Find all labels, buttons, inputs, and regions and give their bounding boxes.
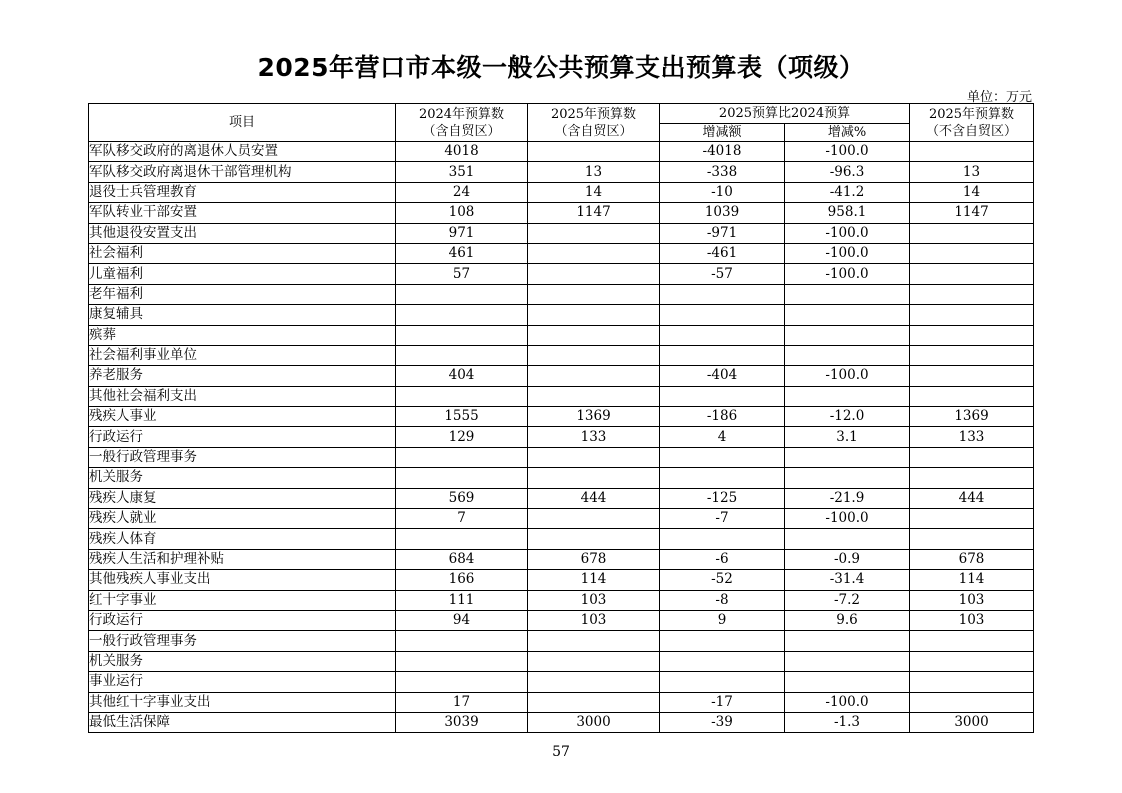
- cell-budget-2025-excl: 3000: [910, 712, 1034, 732]
- cell-budget-2024: 684: [396, 549, 528, 569]
- cell-budget-2025-excl: [910, 345, 1034, 365]
- cell-budget-2025-excl: [910, 631, 1034, 651]
- cell-change-amount: 4: [660, 427, 785, 447]
- cell-budget-2025: [528, 386, 660, 406]
- cell-change-amount: -39: [660, 712, 785, 732]
- cell-budget-2024: 569: [396, 488, 528, 508]
- cell-change-amount: -6: [660, 549, 785, 569]
- cell-item: 一般行政管理事务: [89, 631, 396, 651]
- cell-change-pct: -100.0: [785, 264, 910, 284]
- cell-budget-2025-excl: [910, 223, 1034, 243]
- cell-budget-2025: [528, 672, 660, 692]
- cell-change-pct: [785, 345, 910, 365]
- cell-budget-2024: 129: [396, 427, 528, 447]
- table-row: [89, 570, 1034, 590]
- cell-change-amount: -125: [660, 488, 785, 508]
- cell-budget-2024: [396, 325, 528, 345]
- cell-budget-2024: 94: [396, 610, 528, 630]
- cell-budget-2025-excl: [910, 386, 1034, 406]
- cell-budget-2025-excl: [910, 529, 1034, 549]
- cell-budget-2025: 3000: [528, 712, 660, 732]
- cell-budget-2025-excl: 13: [910, 162, 1034, 182]
- cell-change-pct: 9.6: [785, 610, 910, 630]
- cell-change-pct: -96.3: [785, 162, 910, 182]
- cell-budget-2025-excl: [910, 284, 1034, 304]
- table-row: [89, 407, 1034, 427]
- cell-budget-2025: 678: [528, 549, 660, 569]
- cell-item: 养老服务: [89, 366, 396, 386]
- cell-item: 最低生活保障: [89, 712, 396, 732]
- cell-budget-2024: 17: [396, 692, 528, 712]
- cell-change-amount: -404: [660, 366, 785, 386]
- cell-change-amount: -17: [660, 692, 785, 712]
- cell-budget-2025: [528, 468, 660, 488]
- cell-budget-2025-excl: [910, 692, 1034, 712]
- cell-budget-2025-excl: [910, 447, 1034, 467]
- unit-label: 单位：万元: [966, 90, 1032, 105]
- cell-change-pct: [785, 325, 910, 345]
- table-row: [89, 509, 1034, 529]
- page-number: 57: [552, 744, 570, 760]
- cell-budget-2025: [528, 325, 660, 345]
- cell-change-amount: -338: [660, 162, 785, 182]
- table-row: [89, 712, 1034, 732]
- cell-change-pct: [785, 284, 910, 304]
- cell-change-pct: [785, 672, 910, 692]
- cell-budget-2025: [528, 366, 660, 386]
- table-row: [89, 345, 1034, 365]
- table-row: [89, 325, 1034, 345]
- cell-change-pct: -100.0: [785, 509, 910, 529]
- cell-budget-2024: 4018: [396, 142, 528, 162]
- cell-budget-2025: 103: [528, 590, 660, 610]
- cell-change-amount: [660, 631, 785, 651]
- cell-change-amount: [660, 386, 785, 406]
- table-row: [89, 468, 1034, 488]
- header-change-pct: 增减%: [785, 124, 910, 142]
- cell-budget-2024: [396, 672, 528, 692]
- table-row: [89, 264, 1034, 284]
- table-body: [89, 142, 1034, 733]
- cell-change-pct: -31.4: [785, 570, 910, 590]
- cell-budget-2024: 108: [396, 203, 528, 223]
- cell-item: 退役士兵管理教育: [89, 182, 396, 202]
- table-row: [89, 549, 1034, 569]
- table-row: [89, 529, 1034, 549]
- header-budget-2025-line2: （含自贸区）: [554, 123, 633, 139]
- cell-budget-2024: 3039: [396, 712, 528, 732]
- table-row: [89, 305, 1034, 325]
- cell-change-pct: [785, 386, 910, 406]
- cell-change-amount: -57: [660, 264, 785, 284]
- cell-budget-2024: 24: [396, 182, 528, 202]
- cell-item: 事业运行: [89, 672, 396, 692]
- cell-change-amount: [660, 325, 785, 345]
- cell-change-pct: -0.9: [785, 549, 910, 569]
- table-row: [89, 182, 1034, 202]
- cell-change-amount: 9: [660, 610, 785, 630]
- cell-change-pct: -21.9: [785, 488, 910, 508]
- cell-change-amount: [660, 284, 785, 304]
- cell-change-pct: -12.0: [785, 407, 910, 427]
- header-budget-2025-excl-line2: （不含自贸区）: [926, 123, 1018, 139]
- header-budget-2025: [528, 104, 660, 142]
- cell-item: 其他红十字事业支出: [89, 692, 396, 712]
- cell-budget-2025: 13: [528, 162, 660, 182]
- cell-budget-2025: [528, 305, 660, 325]
- cell-change-amount: -4018: [660, 142, 785, 162]
- cell-item: 行政运行: [89, 610, 396, 630]
- cell-change-amount: [660, 345, 785, 365]
- header-budget-2025-line1: 2025年预算数: [550, 106, 637, 122]
- cell-item: 儿童福利: [89, 264, 396, 284]
- cell-change-amount: 1039: [660, 203, 785, 223]
- cell-budget-2025-excl: [910, 509, 1034, 529]
- cell-change-pct: [785, 651, 910, 671]
- cell-item: 其他残疾人事业支出: [89, 570, 396, 590]
- cell-change-amount: -8: [660, 590, 785, 610]
- table-header: [89, 104, 1034, 142]
- cell-budget-2024: [396, 468, 528, 488]
- cell-change-amount: [660, 305, 785, 325]
- cell-change-pct: [785, 529, 910, 549]
- cell-item: 老年福利: [89, 284, 396, 304]
- cell-budget-2024: 7: [396, 509, 528, 529]
- table-row: [89, 366, 1034, 386]
- header-budget-2025-excl: [910, 104, 1034, 142]
- header-budget-2025-excl-line1: 2025年预算数: [928, 106, 1015, 122]
- cell-item: 残疾人康复: [89, 488, 396, 508]
- cell-budget-2024: 404: [396, 366, 528, 386]
- cell-budget-2025-excl: [910, 672, 1034, 692]
- table-row: [89, 488, 1034, 508]
- cell-item: 行政运行: [89, 427, 396, 447]
- header-item: 项目: [89, 104, 396, 142]
- cell-change-pct: [785, 305, 910, 325]
- cell-budget-2025: [528, 264, 660, 284]
- cell-change-pct: -100.0: [785, 692, 910, 712]
- cell-budget-2025-excl: 133: [910, 427, 1034, 447]
- cell-budget-2025-excl: 14: [910, 182, 1034, 202]
- cell-item: 康复辅具: [89, 305, 396, 325]
- table-row: [89, 692, 1034, 712]
- cell-change-amount: -7: [660, 509, 785, 529]
- cell-budget-2025-excl: [910, 243, 1034, 263]
- cell-budget-2025-excl: 114: [910, 570, 1034, 590]
- cell-change-amount: -186: [660, 407, 785, 427]
- cell-item: 机关服务: [89, 468, 396, 488]
- cell-change-pct: -100.0: [785, 243, 910, 263]
- cell-budget-2024: 111: [396, 590, 528, 610]
- table-row: [89, 223, 1034, 243]
- cell-change-pct: [785, 468, 910, 488]
- cell-budget-2025: 1369: [528, 407, 660, 427]
- cell-budget-2025: [528, 243, 660, 263]
- cell-change-pct: -100.0: [785, 366, 910, 386]
- cell-item: 军队移交政府离退休干部管理机构: [89, 162, 396, 182]
- cell-change-amount: -461: [660, 243, 785, 263]
- cell-budget-2024: [396, 305, 528, 325]
- header-change-amount: 增减额: [660, 124, 785, 142]
- cell-change-pct: -7.2: [785, 590, 910, 610]
- cell-budget-2024: [396, 447, 528, 467]
- header-compare-group: 2025预算比2024预算: [660, 104, 910, 124]
- cell-budget-2024: [396, 386, 528, 406]
- cell-item: 军队移交政府的离退休人员安置: [89, 142, 396, 162]
- cell-budget-2024: [396, 529, 528, 549]
- cell-change-amount: [660, 672, 785, 692]
- cell-change-amount: [660, 651, 785, 671]
- table-row: [89, 142, 1034, 162]
- cell-item: 殡葬: [89, 325, 396, 345]
- cell-change-amount: -10: [660, 182, 785, 202]
- cell-budget-2025-excl: 1369: [910, 407, 1034, 427]
- cell-budget-2024: 351: [396, 162, 528, 182]
- cell-budget-2025: [528, 651, 660, 671]
- cell-budget-2025: [528, 509, 660, 529]
- cell-budget-2024: 57: [396, 264, 528, 284]
- cell-budget-2025-excl: 678: [910, 549, 1034, 569]
- header-budget-2024-line1: 2024年预算数: [418, 106, 505, 122]
- header-budget-2024: [396, 104, 528, 142]
- budget-table: [88, 103, 1034, 733]
- table-row: [89, 203, 1034, 223]
- cell-change-amount: -52: [660, 570, 785, 590]
- cell-budget-2025-excl: [910, 651, 1034, 671]
- cell-budget-2024: 166: [396, 570, 528, 590]
- table-row: [89, 284, 1034, 304]
- cell-budget-2025: 103: [528, 610, 660, 630]
- cell-item: 其他社会福利支出: [89, 386, 396, 406]
- cell-change-pct: -41.2: [785, 182, 910, 202]
- cell-budget-2024: [396, 651, 528, 671]
- cell-item: 社会福利事业单位: [89, 345, 396, 365]
- cell-budget-2025: 114: [528, 570, 660, 590]
- cell-budget-2025: 1147: [528, 203, 660, 223]
- cell-item: 社会福利: [89, 243, 396, 263]
- cell-budget-2024: [396, 631, 528, 651]
- cell-item: 机关服务: [89, 651, 396, 671]
- cell-budget-2024: 461: [396, 243, 528, 263]
- cell-budget-2025: [528, 142, 660, 162]
- cell-budget-2025: 14: [528, 182, 660, 202]
- cell-change-pct: -100.0: [785, 142, 910, 162]
- cell-budget-2025: [528, 529, 660, 549]
- cell-budget-2024: 1555: [396, 407, 528, 427]
- cell-budget-2025: [528, 345, 660, 365]
- cell-change-amount: [660, 529, 785, 549]
- cell-item: 军队转业干部安置: [89, 203, 396, 223]
- cell-item: 残疾人就业: [89, 509, 396, 529]
- cell-budget-2025-excl: [910, 305, 1034, 325]
- cell-change-pct: -1.3: [785, 712, 910, 732]
- page-title: 2025年营口市本级一般公共预算支出预算表（项级）: [257, 53, 865, 82]
- cell-budget-2025: 133: [528, 427, 660, 447]
- table-row: [89, 447, 1034, 467]
- cell-budget-2025-excl: [910, 264, 1034, 284]
- cell-item: 一般行政管理事务: [89, 447, 396, 467]
- cell-budget-2025: [528, 631, 660, 651]
- cell-item: 红十字事业: [89, 590, 396, 610]
- cell-change-amount: [660, 468, 785, 488]
- header-budget-2024-line2: （含自贸区）: [422, 123, 501, 139]
- cell-item: 残疾人生活和护理补贴: [89, 549, 396, 569]
- cell-budget-2024: [396, 284, 528, 304]
- cell-budget-2025-excl: 103: [910, 610, 1034, 630]
- table-row: [89, 162, 1034, 182]
- cell-budget-2025: 444: [528, 488, 660, 508]
- table-row: [89, 631, 1034, 651]
- cell-budget-2025-excl: 103: [910, 590, 1034, 610]
- cell-budget-2025-excl: [910, 325, 1034, 345]
- cell-item: 其他退役安置支出: [89, 223, 396, 243]
- table-row: [89, 243, 1034, 263]
- cell-budget-2025: [528, 223, 660, 243]
- cell-budget-2025-excl: [910, 468, 1034, 488]
- table-row: [89, 590, 1034, 610]
- cell-item: 残疾人事业: [89, 407, 396, 427]
- cell-change-pct: [785, 631, 910, 651]
- cell-change-amount: -971: [660, 223, 785, 243]
- cell-change-pct: -100.0: [785, 223, 910, 243]
- cell-change-pct: 958.1: [785, 203, 910, 223]
- table-row: [89, 427, 1034, 447]
- cell-budget-2025-excl: 444: [910, 488, 1034, 508]
- cell-budget-2025: [528, 447, 660, 467]
- cell-change-amount: [660, 447, 785, 467]
- table-row: [89, 651, 1034, 671]
- cell-item: 残疾人体育: [89, 529, 396, 549]
- table-row: [89, 610, 1034, 630]
- cell-budget-2025-excl: 1147: [910, 203, 1034, 223]
- cell-budget-2025: [528, 692, 660, 712]
- cell-budget-2025: [528, 284, 660, 304]
- cell-change-pct: [785, 447, 910, 467]
- cell-budget-2025-excl: [910, 366, 1034, 386]
- table-row: [89, 386, 1034, 406]
- table-row: [89, 672, 1034, 692]
- cell-budget-2025-excl: [910, 142, 1034, 162]
- cell-change-pct: 3.1: [785, 427, 910, 447]
- cell-budget-2024: [396, 345, 528, 365]
- cell-budget-2024: 971: [396, 223, 528, 243]
